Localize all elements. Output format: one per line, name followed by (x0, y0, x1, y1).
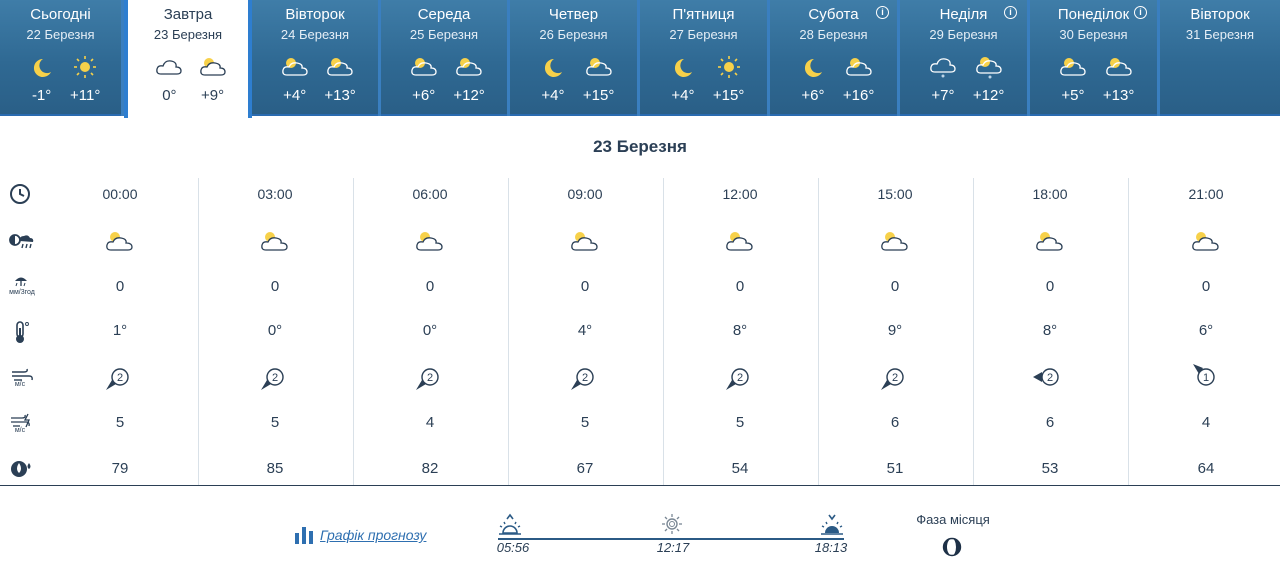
tab-day-date: 22 Березня (26, 27, 95, 42)
tab-day-thursday[interactable] (510, 0, 640, 116)
day-tabs (0, 0, 1280, 116)
sunset-time: 18:13 (814, 540, 848, 555)
precipitation-value: 0 (735, 278, 745, 295)
wind-arrow-icon (104, 364, 136, 392)
wind-speed: 2 (1046, 372, 1054, 384)
wind-arrow-icon (569, 364, 601, 392)
temperature-value: 8° (732, 322, 748, 339)
weather-condition-icon (6, 226, 36, 254)
tab-day-name: Понеділок (1057, 6, 1130, 23)
wind-arrow-icon (414, 364, 446, 392)
max-temp: +16° (842, 87, 875, 104)
tab-day-name: Неділя (939, 6, 988, 23)
forecast-chart-link[interactable] (294, 524, 426, 546)
wind-gust-value: 5 (270, 414, 280, 431)
partly-cloudy-icon (413, 229, 447, 253)
moon-phase-icon (942, 537, 962, 557)
wind-gust-value: 4 (1201, 414, 1211, 431)
column-divider (198, 178, 199, 485)
info-icon[interactable]: i (1004, 6, 1017, 19)
precipitation-value: 0 (890, 278, 900, 295)
wind-speed: 2 (581, 372, 589, 384)
min-temp: +6° (801, 87, 825, 104)
wind-gust-value: 5 (735, 414, 745, 431)
max-temp: +9° (201, 87, 225, 104)
partly-cloudy-icon (844, 55, 874, 79)
wind-speed: 1 (1202, 372, 1210, 384)
precipitation-value: 0 (425, 278, 435, 295)
moon-icon (798, 55, 828, 79)
temperature-value: 8° (1042, 322, 1058, 339)
column-divider (1128, 178, 1129, 485)
hour-time: 09:00 (567, 186, 603, 202)
moon-icon (668, 55, 698, 79)
partly-cloudy-icon (1033, 229, 1067, 253)
tab-day-date: 25 Березня (409, 27, 479, 42)
partly-cloudy-icon (568, 229, 602, 253)
wind-arrow-icon (879, 364, 911, 392)
wind-speed: 2 (116, 372, 124, 384)
tab-day-wednesday[interactable] (381, 0, 510, 116)
hour-time: 21:00 (1188, 186, 1224, 202)
clock-icon (6, 180, 36, 208)
max-temp: +13° (324, 87, 356, 104)
partly-cloudy-icon (1058, 55, 1088, 79)
partly-cloudy-icon (409, 55, 439, 79)
partly-cloudy-icon (280, 55, 310, 79)
page-title: 23 Березня (593, 137, 687, 156)
tab-day-today[interactable] (0, 0, 124, 116)
wind-speed: 2 (891, 372, 899, 384)
hour-time: 12:00 (722, 186, 758, 202)
column-divider (818, 178, 819, 485)
partly-cloudy-icon (258, 229, 292, 253)
humidity-value: 79 (111, 460, 129, 477)
min-temp: +5° (1061, 87, 1085, 104)
tab-day-date: 30 Березня (1059, 27, 1128, 42)
sun-noon-icon (659, 512, 685, 536)
sunrise-time: 05:56 (496, 540, 530, 555)
hour-time: 18:00 (1032, 186, 1068, 202)
partly-cloudy-icon (878, 229, 912, 253)
precipitation-value: 0 (1045, 278, 1055, 295)
precipitation-value: 0 (1201, 278, 1211, 295)
tab-day-date: 27 Березня (669, 27, 738, 42)
partly-cloudy-rain-icon (974, 55, 1004, 79)
precipitation-value: 0 (270, 278, 280, 295)
tab-day-date: 28 Березня (799, 27, 868, 42)
humidity-value: 67 (576, 460, 594, 477)
tab-day-name: Вівторок (285, 6, 345, 23)
min-temp: 0° (162, 87, 177, 104)
partly-cloudy-icon (1189, 229, 1223, 253)
hour-time: 06:00 (412, 186, 448, 202)
humidity-value: 54 (731, 460, 749, 477)
partly-cloudy-icon (325, 55, 355, 79)
tab-day-tuesday[interactable] (252, 0, 381, 116)
sunrise-icon (497, 513, 523, 537)
solar-noon-time: 12:17 (656, 540, 690, 555)
column-divider (353, 178, 354, 485)
precipitation-value: 0 (115, 278, 125, 295)
sun-icon (70, 55, 100, 79)
tab-day-monday[interactable] (1030, 0, 1160, 116)
min-temp: -1° (31, 87, 52, 104)
tab-day-name: Завтра (163, 6, 213, 23)
max-temp: +15° (712, 87, 745, 104)
max-temp: +11° (70, 87, 101, 104)
tab-day-date: 31 Березня (1185, 27, 1255, 42)
wind-unit: м/с (14, 381, 26, 388)
humidity-value: 82 (421, 460, 439, 477)
tab-day-friday[interactable] (640, 0, 770, 116)
tab-day-name: Четвер (548, 6, 599, 23)
humidity-value: 85 (266, 460, 284, 477)
bar-chart-icon (294, 525, 314, 545)
max-temp: +15° (582, 87, 615, 104)
wind-gust-value: 4 (425, 414, 435, 431)
max-temp: +13° (1102, 87, 1135, 104)
precipitation-value: 0 (580, 278, 590, 295)
max-temp: +12° (972, 87, 1005, 104)
forecast-chart-label: Графік прогнозу (320, 527, 427, 543)
hour-time: 03:00 (257, 186, 293, 202)
gust-unit: м/с (14, 427, 26, 434)
tab-day-date: 24 Березня (280, 27, 350, 42)
tab-day-name: Субота (808, 6, 859, 23)
cloudy-icon (154, 55, 184, 79)
wind-arrow-icon (1032, 364, 1064, 392)
wind-gust-value: 6 (890, 414, 900, 431)
tab-day-date: 29 Березня (929, 27, 998, 42)
wind-speed: 2 (271, 372, 279, 384)
column-divider (508, 178, 509, 485)
tab-day-name: П'ятниця (672, 6, 735, 23)
sunset-icon (819, 513, 845, 537)
column-divider (973, 178, 974, 485)
wind-arrow-icon (724, 364, 756, 392)
tab-day-name: Середа (417, 6, 471, 23)
tab-day-name: Вівторок (1190, 6, 1250, 23)
humidity-value: 53 (1041, 460, 1059, 477)
min-temp: +4° (283, 87, 307, 104)
sun-icon (714, 55, 744, 79)
wind-arrow-icon (259, 364, 291, 392)
moon-icon (538, 55, 568, 79)
temperature-value: 0° (422, 322, 438, 339)
info-icon[interactable]: i (1134, 6, 1147, 19)
temperature-value: 0° (267, 322, 283, 339)
min-temp: +6° (412, 87, 436, 104)
min-temp: +4° (671, 87, 695, 104)
partly-cloudy-icon (723, 229, 757, 253)
thermometer-icon (6, 318, 36, 346)
max-temp: +12° (453, 87, 485, 104)
tab-day-sunday[interactable] (900, 0, 1030, 116)
hour-time: 15:00 (877, 186, 913, 202)
tab-day-date: 26 Березня (539, 27, 608, 42)
wind-speed: 2 (426, 372, 434, 384)
tab-day-tuesday-next[interactable] (1160, 0, 1280, 116)
tab-day-name: Сьогодні (30, 6, 91, 23)
min-temp: +7° (931, 87, 955, 104)
partly-cloudy-icon (1104, 55, 1134, 79)
moon-icon (27, 55, 57, 79)
wind-arrow-icon (1190, 362, 1222, 390)
temperature-value: 1° (112, 322, 128, 339)
hour-time: 00:00 (102, 186, 138, 202)
partly-cloudy-icon (584, 55, 614, 79)
temperature-value: 9° (887, 322, 903, 339)
cloud-rain-icon (928, 55, 958, 79)
wind-gust-value: 5 (115, 414, 125, 431)
tab-day-saturday[interactable] (770, 0, 900, 116)
temperature-value: 6° (1198, 322, 1214, 339)
humidity-value: 64 (1197, 460, 1215, 477)
humidity-icon (6, 455, 36, 483)
moon-phase-label: Фаза місяця (916, 512, 990, 527)
table-bottom-border (0, 485, 1280, 486)
partly-cloudy-icon (454, 55, 484, 79)
info-icon[interactable]: i (876, 6, 889, 19)
wind-gust-value: 5 (580, 414, 590, 431)
temperature-value: 4° (577, 322, 593, 339)
column-divider (663, 178, 664, 485)
humidity-value: 51 (886, 460, 904, 477)
tab-day-tomorrow[interactable] (124, 0, 252, 118)
wind-speed: 2 (736, 372, 744, 384)
min-temp: +4° (541, 87, 565, 104)
tab-day-date: 23 Березня (153, 27, 223, 42)
partly-cloudy-icon (103, 229, 137, 253)
wind-gust-value: 6 (1045, 414, 1055, 431)
partly-cloudy-icon (198, 55, 228, 79)
precipitation-unit: мм/3год (9, 289, 35, 296)
